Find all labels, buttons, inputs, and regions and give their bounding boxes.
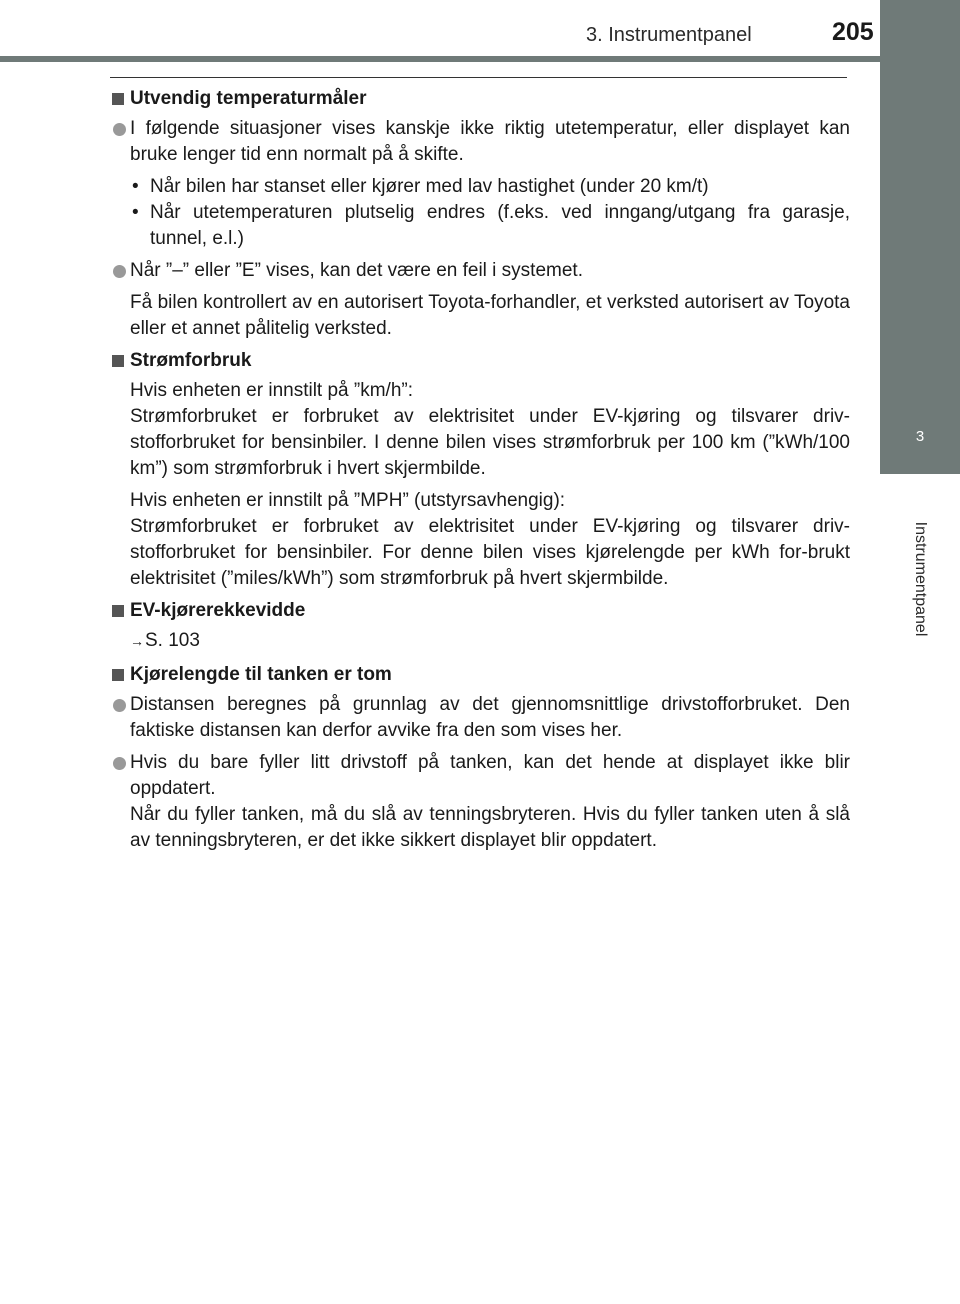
paragraph-body: Strømforbruket er forbruket av elektrisitet under EV-kjøring og tilsvarer driv-stofforbruket for bensinbiler. For denne bilen vises kjørelengde per kWh for-brukt elektrisitet (”miles/kWh”) som strømforbruk på hvert skjermbilde. — [130, 516, 850, 589]
circle-bullet-icon — [113, 123, 126, 136]
dot-bullet-icon: • — [132, 202, 139, 223]
list-item — [112, 750, 850, 854]
section-heading-ev-range — [112, 598, 850, 624]
header-band — [0, 56, 960, 62]
bullet-list — [112, 174, 850, 252]
paragraph-lead: Hvis enheten er innstilt på ”MPH” (utstyrsavhengig): — [130, 490, 566, 511]
chapter-title: 3. Instrumentpanel — [586, 24, 752, 46]
square-bullet-icon — [112, 669, 124, 681]
circle-bullet-icon — [113, 699, 126, 712]
page-content — [112, 86, 850, 860]
bullet-item-text: Når utetemperaturen plutselig endres (f.eks. ved inngang/utgang fra garasje, tunnel, e.l.) — [150, 202, 850, 249]
section-heading-temperature — [112, 86, 850, 112]
list-item-text: Når du fyller tanken, må du slå av tenningsbryteren. Hvis du fyller tanken uten å slå av tenningsbryteren, er det ikke sikkert displayet blir oppdatert. — [130, 804, 850, 851]
list-item-text: Hvis du bare fyller litt drivstoff på tanken, kan det hende at displayet ikke blir oppdatert. — [130, 752, 850, 799]
page-number: 205 — [832, 18, 874, 46]
list-item-text: I følgende situasjoner vises kanskje ikke riktig utetemperatur, eller displayet kan bruke lenger tid enn normalt på å skifte. — [130, 118, 850, 165]
section-heading-text: Kjørelengde til tanken er tom — [130, 664, 392, 685]
paragraph — [112, 378, 850, 482]
list-item — [112, 692, 850, 744]
chapter-tab-label-area — [880, 474, 960, 684]
arrow-right-icon: → — [130, 633, 144, 649]
bullet-item-text: Når bilen har stanset eller kjører med lav hastighet (under 20 km/t) — [150, 176, 709, 197]
section-heading-text: Strømforbruk — [130, 350, 252, 371]
square-bullet-icon — [112, 605, 124, 617]
paragraph: Få bilen kontrollert av en autorisert Toyota-forhandler, et verksted autorisert av Toyota eller et annet pålitelig verksted. — [130, 292, 850, 339]
chapter-tab-label: Instrumentpanel — [912, 521, 929, 637]
bullet-item — [112, 174, 850, 200]
list-item — [112, 116, 850, 168]
page-reference[interactable] — [112, 628, 850, 654]
page-reference-text: S. 103 — [145, 630, 200, 651]
side-band — [880, 0, 960, 404]
paragraph — [112, 488, 850, 592]
dot-bullet-icon: • — [132, 176, 139, 197]
bullet-item — [112, 200, 850, 252]
circle-bullet-icon — [113, 265, 126, 278]
list-item — [112, 258, 850, 284]
square-bullet-icon — [112, 93, 124, 105]
list-item-text: Når ”–” eller ”E” vises, kan det være en feil i systemet. — [130, 260, 583, 281]
chapter-tab-number: 3 — [915, 428, 925, 445]
list-item-text: Distansen beregnes på grunnlag av det gjennomsnittlige drivstofforbruket. Den faktiske distansen kan derfor avvike fra den som vises her. — [130, 694, 850, 741]
section-heading-text: EV-kjørerekkevidde — [130, 600, 306, 621]
square-bullet-icon — [112, 355, 124, 367]
section-heading-text: Utvendig temperaturmåler — [130, 88, 367, 109]
section-heading-consumption — [112, 348, 850, 374]
content-divider — [110, 77, 847, 78]
section-heading-empty-distance — [112, 662, 850, 688]
paragraph-body: Strømforbruket er forbruket av elektrisitet under EV-kjøring og tilsvarer driv-stofforbruket for bensinbiler. I denne bilen vises strømforbruk per 100 km (”kWh/100 km”) som strømforbruk i hvert skjermbilde. — [130, 406, 850, 479]
circle-bullet-icon — [113, 757, 126, 770]
paragraph-lead: Hvis enheten er innstilt på ”km/h”: — [130, 380, 414, 401]
